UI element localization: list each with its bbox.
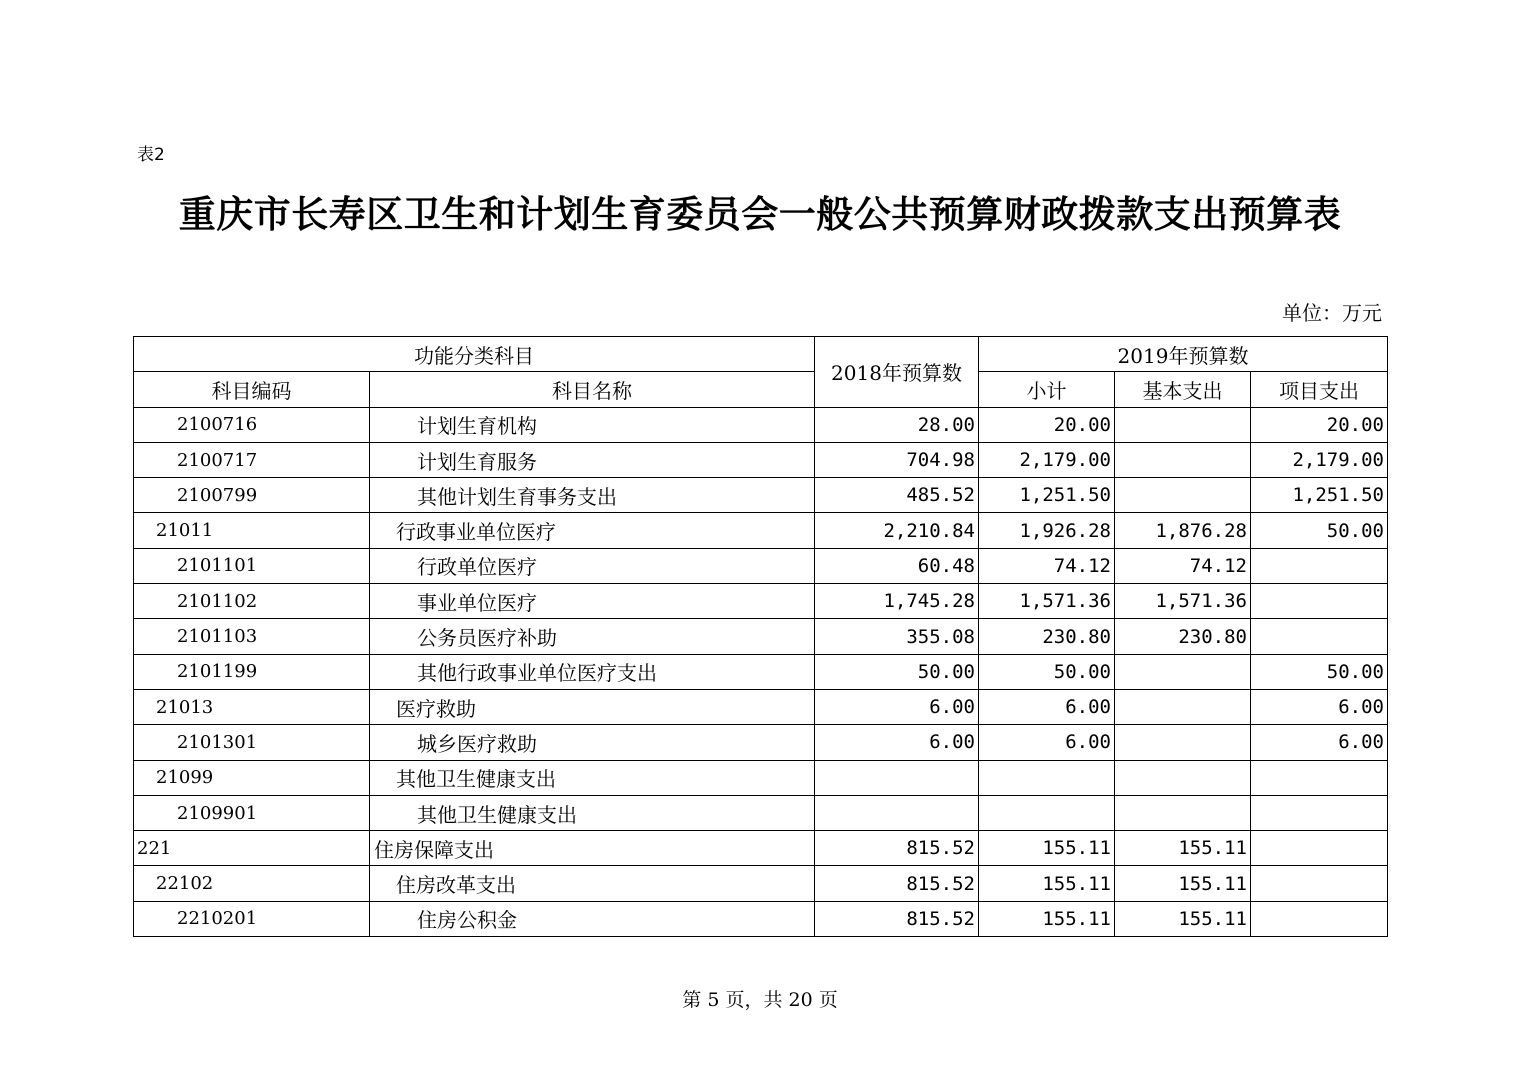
table-body [134, 407, 1388, 936]
cell-basic: 155.11 [1115, 831, 1251, 866]
cell-project: 2,179.00 [1251, 442, 1388, 477]
cell-code: 2100716 [134, 407, 370, 442]
cell-name: 行政单位医疗 [370, 548, 815, 583]
table-row [134, 795, 1388, 830]
table-row [134, 831, 1388, 866]
header-subtotal: 小计 [979, 372, 1115, 407]
header-code: 科目编码 [134, 372, 370, 407]
cell-code: 2109901 [134, 795, 370, 830]
cell-subtotal: 20.00 [979, 407, 1115, 442]
cell-project: 1,251.50 [1251, 478, 1388, 513]
cell-code: 2101301 [134, 725, 370, 760]
cell-project: 20.00 [1251, 407, 1388, 442]
document-title: 重庆市长寿区卫生和计划生育委员会一般公共预算财政拨款支出预算表 [178, 193, 1342, 236]
table-row [134, 901, 1388, 936]
table-label: 表2 [137, 145, 165, 165]
cell-subtotal: 1,926.28 [979, 513, 1115, 548]
cell-2018-budget: 2,210.84 [815, 513, 979, 548]
cell-2018-budget: 6.00 [815, 725, 979, 760]
cell-code: 22102 [134, 866, 370, 901]
cell-basic: 230.80 [1115, 619, 1251, 654]
table-row [134, 619, 1388, 654]
cell-subtotal: 230.80 [979, 619, 1115, 654]
cell-basic [1115, 795, 1251, 830]
budget-table [133, 336, 1388, 937]
cell-2018-budget: 28.00 [815, 407, 979, 442]
table-row [134, 689, 1388, 724]
table-row [134, 654, 1388, 689]
cell-2018-budget: 50.00 [815, 654, 979, 689]
cell-subtotal: 6.00 [979, 725, 1115, 760]
cell-project [1251, 866, 1388, 901]
table-row [134, 725, 1388, 760]
table-row [134, 584, 1388, 619]
cell-name: 计划生育服务 [370, 442, 815, 477]
cell-subtotal: 74.12 [979, 548, 1115, 583]
cell-2018-budget: 60.48 [815, 548, 979, 583]
cell-project [1251, 831, 1388, 866]
cell-2018-budget: 485.52 [815, 478, 979, 513]
cell-2018-budget: 704.98 [815, 442, 979, 477]
cell-2018-budget: 815.52 [815, 831, 979, 866]
cell-2018-budget [815, 760, 979, 795]
cell-project: 50.00 [1251, 513, 1388, 548]
cell-basic [1115, 654, 1251, 689]
table-row [134, 407, 1388, 442]
table-row [134, 866, 1388, 901]
cell-subtotal: 155.11 [979, 901, 1115, 936]
cell-code: 2101101 [134, 548, 370, 583]
cell-name: 行政事业单位医疗 [370, 513, 815, 548]
cell-basic [1115, 760, 1251, 795]
cell-name: 其他行政事业单位医疗支出 [370, 654, 815, 689]
table-row [134, 548, 1388, 583]
table-row [134, 760, 1388, 795]
cell-name: 城乡医疗救助 [370, 725, 815, 760]
cell-code: 21011 [134, 513, 370, 548]
page-footer: 第 5 页，共 20 页 [682, 989, 838, 1011]
cell-name: 医疗救助 [370, 689, 815, 724]
cell-code: 2101199 [134, 654, 370, 689]
cell-basic: 155.11 [1115, 866, 1251, 901]
cell-basic [1115, 689, 1251, 724]
cell-name: 住房保障支出 [370, 831, 815, 866]
cell-name: 公务员医疗补助 [370, 619, 815, 654]
cell-subtotal: 155.11 [979, 866, 1115, 901]
table-row [134, 442, 1388, 477]
cell-2018-budget: 355.08 [815, 619, 979, 654]
cell-basic [1115, 407, 1251, 442]
cell-name: 事业单位医疗 [370, 584, 815, 619]
cell-code: 221 [134, 831, 370, 866]
table-row [134, 478, 1388, 513]
cell-subtotal [979, 760, 1115, 795]
header-project: 项目支出 [1251, 372, 1388, 407]
cell-2018-budget: 815.52 [815, 866, 979, 901]
cell-basic [1115, 442, 1251, 477]
cell-basic [1115, 478, 1251, 513]
cell-subtotal: 155.11 [979, 831, 1115, 866]
cell-2018-budget [815, 795, 979, 830]
cell-project: 50.00 [1251, 654, 1388, 689]
cell-basic: 74.12 [1115, 548, 1251, 583]
cell-name: 其他卫生健康支出 [370, 760, 815, 795]
table-row [134, 513, 1388, 548]
cell-project [1251, 760, 1388, 795]
cell-2018-budget: 1,745.28 [815, 584, 979, 619]
cell-subtotal: 1,571.36 [979, 584, 1115, 619]
cell-subtotal: 2,179.00 [979, 442, 1115, 477]
cell-code: 2100717 [134, 442, 370, 477]
cell-project [1251, 795, 1388, 830]
cell-project [1251, 619, 1388, 654]
header-functional-group: 功能分类科目 [134, 337, 815, 372]
cell-code: 2100799 [134, 478, 370, 513]
cell-basic: 1,876.28 [1115, 513, 1251, 548]
cell-project: 6.00 [1251, 725, 1388, 760]
cell-subtotal: 6.00 [979, 689, 1115, 724]
cell-2018-budget: 6.00 [815, 689, 979, 724]
cell-project [1251, 901, 1388, 936]
cell-code: 2101102 [134, 584, 370, 619]
cell-subtotal: 1,251.50 [979, 478, 1115, 513]
cell-basic: 155.11 [1115, 901, 1251, 936]
cell-basic: 1,571.36 [1115, 584, 1251, 619]
header-basic: 基本支出 [1115, 372, 1251, 407]
header-2019-group: 2019年预算数 [979, 337, 1388, 372]
cell-code: 2101103 [134, 619, 370, 654]
unit-label: 单位：万元 [1282, 301, 1382, 325]
cell-basic [1115, 725, 1251, 760]
cell-project [1251, 584, 1388, 619]
cell-2018-budget: 815.52 [815, 901, 979, 936]
header-name: 科目名称 [370, 372, 815, 407]
cell-code: 21013 [134, 689, 370, 724]
cell-project: 6.00 [1251, 689, 1388, 724]
cell-code: 21099 [134, 760, 370, 795]
cell-project [1251, 548, 1388, 583]
cell-name: 住房改革支出 [370, 866, 815, 901]
cell-name: 住房公积金 [370, 901, 815, 936]
header-2018-budget: 2018年预算数 [815, 337, 979, 408]
cell-subtotal: 50.00 [979, 654, 1115, 689]
cell-code: 2210201 [134, 901, 370, 936]
cell-subtotal [979, 795, 1115, 830]
cell-name: 其他卫生健康支出 [370, 795, 815, 830]
cell-name: 计划生育机构 [370, 407, 815, 442]
cell-name: 其他计划生育事务支出 [370, 478, 815, 513]
